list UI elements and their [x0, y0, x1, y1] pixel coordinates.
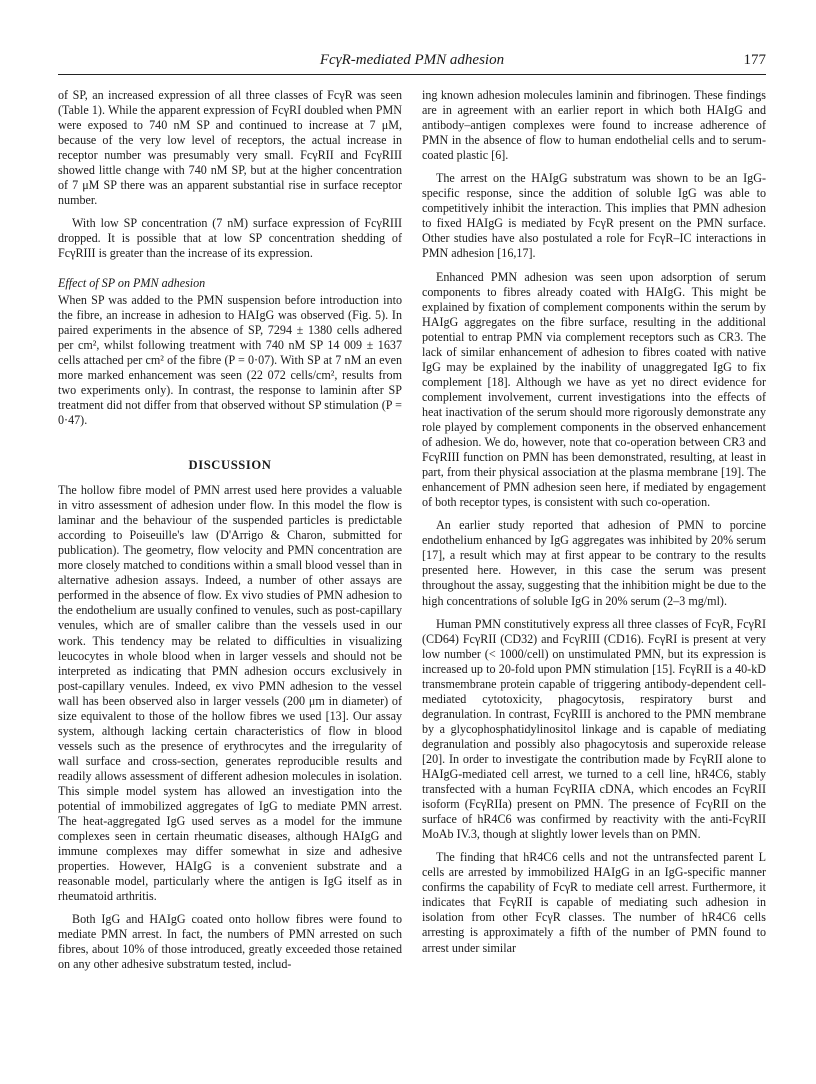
page-header [58, 48, 766, 75]
paragraph: The hollow fibre model of PMN arrest used here provides a valuable in vitro assessment of adhesion under flow. In this model the flow is laminar and the behaviour of the suspended particles is predictable according to Poiseuille's law (D'Arrigo & Charon, submitted for publication). The geometry, flow velocity and PMN concentration are more closely matched to conditions within a small blood vessel than in alternative adhesion assays. Indeed, a number of other assays are performed in the absence of flow. Ex vivo studies of PMN adhesion to the endothelium are usually confined to venules, such as post-capillary venules, which are of smaller calibre than the vessels used in our work. This tendency may be related to difficulties in visualizing leucocytes in whole blood when in larger vessels and should not be interpreted as indicating that PMN adhesion occurs exclusively in post-capillary venules. Indeed, ex vivo PMN adhesion to the vessel wall has been observed also in larger vessels (200 μm in diameter) of size equivalent to those of the hollow fibres we used [13]. Our assay system, although lacking certain characteristics of flow in blood vessels such as the presence of erythrocytes and the irregularity of wall surface and cross-section, generates reproducible results and readily allows assessment of different adhesion molecules in isolation. This simple model system has allowed an investigation into the potential of immobilized aggregates of IgG to mediate PMN arrest. The heat-aggregated IgG used serves as a model for the immune complexes seen in certain rheumatic diseases, although HAIgG and immune complexes may differ somewhat in size and adhesive properties. However, HAIgG is a convenient substrate and a reasonable model, particularly where the antigen is IgG itself as in rheumatoid arthritis. [58, 483, 402, 904]
paragraph: When SP was added to the PMN suspension before introduction into the fibre, an increase in adhesion to HAIgG was observed (Fig. 5). In paired experiments in the absence of SP, 7294 ± 1380 cells adhered per cm², whilst following treatment with 740 nM SP 14 009 ± 1637 cells attached per cm² of the fibre (P = 0·07). With SP at 7 nM an even more marked enhancement was seen (22 072 cells/cm², results from two experiments only). In contrast, the response to laminin after SP treatment did not differ from that observed without SP stimulation (P = 0·47). [58, 292, 402, 427]
paragraph: An earlier study reported that adhesion of PMN to porcine endothelium enhanced by IgG aggregates was inhibited by 20% serum [17], a result which may at first appear to be contrary to the results presented here. However, in this case the serum was present throughout the assay, suggesting that the inhibition might be due to the high concentrations of soluble IgG in 20% serum (2–3 mg/ml). [422, 518, 766, 608]
paragraph: Both IgG and HAIgG coated onto hollow fibres were found to mediate PMN arrest. In fact, the numbers of PMN arrested on such fibres, about 10% of those introduced, greatly exceeded those retained on any other adhesive substratum tested, includ- [58, 912, 402, 972]
paragraph: ing known adhesion molecules laminin and fibrinogen. These findings are in agreement with an earlier report in which both HAIgG and antibody–antigen complexes were found to increase adherence of PMN in the absence of flow to human endothelial cells and to serum-coated plastic [6]. [422, 88, 766, 163]
paragraph: The finding that hR4C6 cells and not the untransfected parent L cells are arrested by immobilized HAIgG in an IgG-specific manner confirms the capability of FcγR to mediate cell arrest. Furthermore, it indicates that FcγRII is capable of mediating such adhesion in isolation from other FcγR classes. The number of hR4C6 cells arresting is approximately a fifth of the number of PMN found to arrest under similar [422, 850, 766, 955]
two-column-body [58, 88, 766, 973]
subsection-heading: Effect of SP on PMN adhesion [58, 275, 206, 290]
paragraph: The arrest on the HAIgG substratum was shown to be an IgG-specific response, since the addition of soluble IgG was able to competitively inhibit the interaction. This implies that PMN adhesion to fixed HAIgG is mediated by FcγR present on the PMN surface. Other studies have also postulated a role for FcγR–IC interactions in PMN adhesion [16,17]. [422, 171, 766, 261]
paragraph: Human PMN constitutively express all three classes of FcγR, FcγRI (CD64) FcγRII (CD32) and FcγRIII (CD16). FcγRI is present at very low number (< 1000/cell) on unstimulated PMN, but its expression is increased up to 20-fold upon PMN stimulation [15]. FcγRII is a 40-kD transmembrane protein capable of triggering antibody-dependent cell-mediated cytotoxicity, phagocytosis, respiratory burst and degranulation. In contrast, FcγRIII is anchored to the PMN membrane by a glycophosphatidylinositol linkage and is capable of mediating degranulation and possibly also phagocytosis and superoxide release [20]. In order to investigate the contribution made by FcγRII alone to HAIgG-mediated cell arrest, we turned to a cell line, hR4C6, stably transfected with a human FcγRIIA cDNA, which encodes an FcγRII isoform (FcγRIIa) present on PMN. The presence of FcγRII on the surface of hR4C6 was confirmed by reactivity with the anti-FcγRII MoAb IV.3, though at slightly lower levels than on PMN. [422, 616, 766, 842]
running-title: FcγR-mediated PMN adhesion [319, 52, 505, 68]
left-column [58, 88, 402, 973]
paragraph: of SP, an increased expression of all three classes of FcγR was seen (Table 1). While the apparent expression of FcγRI doubled when PMN were exposed to 740 nM SP and continued to increase at 7 μM, because of the very low level of receptors, the actual increase in receptor number was presumably very small. FcγRII and FcγRIII showed little change with 740 nM SP, but at the higher concentration of 7 μM SP there was an apparent substantial rise in surface receptor number. [58, 88, 402, 208]
paragraph: Enhanced PMN adhesion was seen upon adsorption of serum components to fibres already coated with HAIgG. This might be explained by fixation of complement components within the serum by HAIgG aggregates on the fibre surface, resulting in the additional potential to entrap PMN via complement receptors such as CR3. The lack of similar enhancement of adhesion to fibres coated with native IgG may be explained by the inability of unaggregated IgG to fix complement [18]. Although we have as yet no direct evidence for complement involvement, current investigations into the effects of heat inactivation of the serum should more rigorously demonstrate any role played by complement components in the observed enhancement of adhesion. We do, however, note that co-operation between CR3 and FcγRIII function on PMN has been demonstrated, resulting, at least in part, from their physical association at the plasma membrane [19]. The enhancement of PMN adhesion seen here, if mediated by engagement of both receptor types, is consistent with such co-operation. [422, 269, 766, 510]
journal-page [58, 48, 766, 972]
paragraph: With low SP concentration (7 nM) surface expression of FcγRIII dropped. It is possible that at low SP concentration shedding of FcγRIII is greater than the increase of its expression. [58, 216, 402, 261]
right-column [422, 88, 766, 973]
section-heading: DISCUSSION [188, 457, 272, 472]
page-number: 177 [743, 52, 766, 68]
